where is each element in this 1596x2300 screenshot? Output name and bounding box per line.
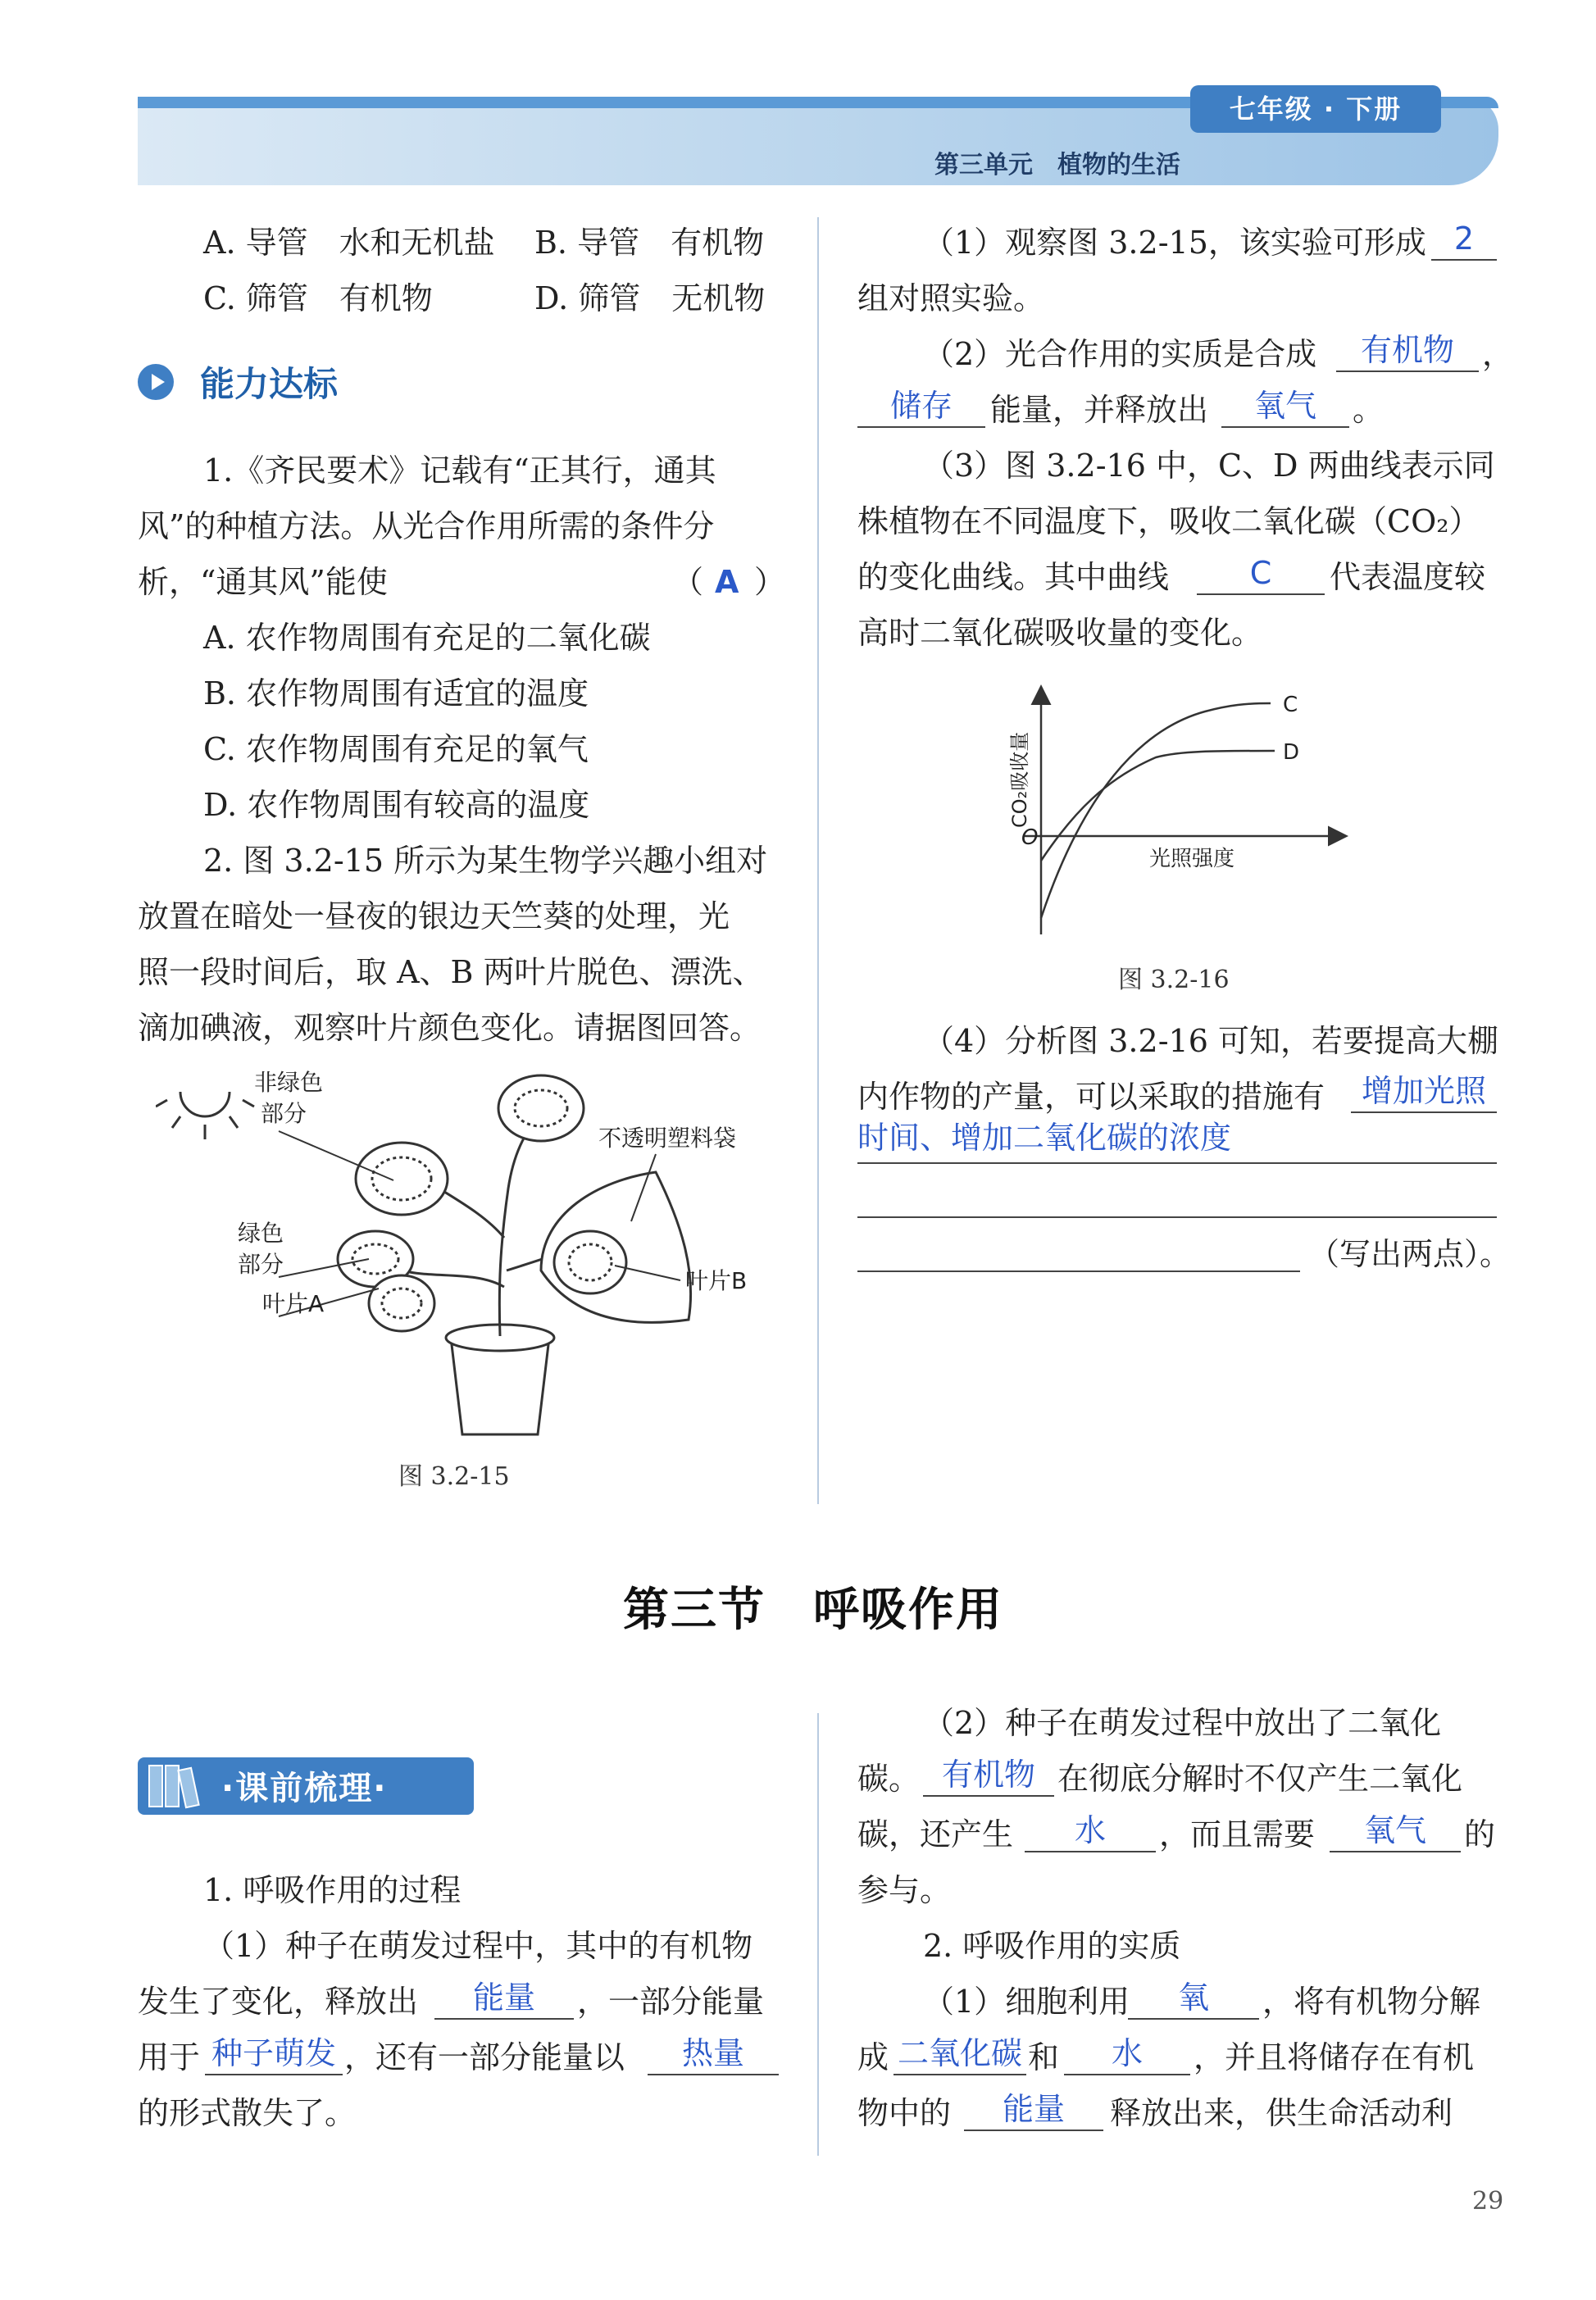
p4-line2a: 内作物的产量，可以采取的措施有: [857, 1079, 1325, 1115]
q2-line1: 2. 图 3.2-15 所示为某生物学兴趣小组对: [203, 843, 768, 879]
bl-line1: （1）种子在萌发过程中，其中的有机物: [203, 1928, 753, 1964]
br-line6b: 和: [1028, 2039, 1060, 2075]
books-icon: [146, 1761, 208, 1811]
p4-blank-line: [857, 1216, 1497, 1218]
p2-answer-1: 有机物: [1336, 330, 1479, 372]
unit-title: 第三单元 植物的生活: [934, 151, 1180, 180]
figure-3-2-16-chart: [1000, 672, 1361, 951]
p2-text-a: （2）光合作用的实质是合成: [923, 336, 1317, 372]
p3-line2: 株植物在不同温度下，吸收二氧化碳（CO₂）: [857, 503, 1480, 539]
q1-line1: 1.《齐民要术》记载有“正其行，通其: [203, 452, 716, 489]
br-answer-6: 水: [1064, 2033, 1190, 2075]
br-line1: （2）种子在萌发过程中放出了二氧化: [923, 1705, 1442, 1741]
p4-answer-2: 时间、增加二氧化碳的浓度: [857, 1113, 1497, 1164]
curve-d: [1041, 751, 1275, 861]
p2-answer-2: 储存: [857, 385, 985, 428]
br-line5a: （1）细胞利用: [923, 1984, 1130, 2020]
option-d: D. 筛管 无机物: [534, 280, 766, 316]
br-line4: 参与。: [857, 1872, 952, 1908]
label-part-1: 部分: [261, 1100, 307, 1127]
p3-line3b: 代表温度较: [1330, 559, 1486, 595]
bl-answer-2: 种子萌发: [205, 2033, 343, 2075]
bl-line2b: ，一部分能量: [577, 1984, 765, 2020]
q1-answer: A: [715, 564, 739, 600]
bl-heading: 1. 呼吸作用的过程: [203, 1872, 462, 1908]
curve-c-label: C: [1283, 693, 1298, 717]
br-line3c: 的: [1464, 1816, 1496, 1852]
br-line3a: 碳，还产生: [857, 1816, 1014, 1852]
q1-paren-close: ）: [754, 564, 786, 600]
br-answer-5: 二氧化碳: [893, 2033, 1026, 2075]
br-heading2: 2. 呼吸作用的实质: [923, 1928, 1181, 1964]
sun-icon: [156, 1092, 254, 1139]
br-line2b: 在彻底分解时不仅产生二氧化: [1057, 1761, 1463, 1797]
q1-paren-open: （: [672, 564, 704, 600]
br-line6c: ，并且将储存在有机: [1194, 2039, 1475, 2075]
label-leaf-b: 叶片B: [685, 1267, 748, 1294]
q2-line4: 滴加碘液，观察叶片颜色变化。请据图回答。: [138, 1010, 762, 1046]
pre-section-label: ·课前梳理·: [221, 1770, 388, 1807]
p1-text-b: 组对照实验。: [857, 280, 1045, 316]
p3-line3a: 的变化曲线。其中曲线: [857, 559, 1170, 595]
curve-c: [1041, 703, 1271, 918]
section-play-icon: [138, 364, 174, 400]
chapter-title: 第三节 呼吸作用: [623, 1584, 1003, 1637]
q1-option-a: A. 农作物周围有充足的二氧化碳: [203, 620, 651, 656]
bl-answer-1: 能量: [434, 1977, 574, 2020]
br-line7a: 物中的: [857, 2095, 952, 2131]
p2-comma: ，: [1482, 336, 1514, 372]
q1-option-b: B. 农作物周围有适宜的温度: [203, 675, 589, 711]
q2-line3: 照一段时间后，取 A、B 两叶片脱色、漂洗、: [138, 954, 764, 990]
column-divider: [817, 217, 819, 1504]
grade-tab: 七年级 · 下册: [1190, 85, 1441, 133]
label-green: 绿色: [238, 1220, 284, 1247]
br-line7b: 释放出来，供生命活动利: [1110, 2095, 1453, 2131]
y-axis-label: CO₂吸收量: [1008, 731, 1031, 828]
br-answer-1: 有机物: [923, 1754, 1054, 1797]
p4-end: （写出两点）。: [1308, 1236, 1512, 1272]
x-axis-label: 光照强度: [1149, 847, 1235, 871]
p3-line4: 高时二氧化碳吸收量的变化。: [857, 615, 1263, 651]
bl-line3b: ，还有一部分能量以: [344, 2039, 625, 2075]
bl-line4: 的形式散失了。: [138, 2095, 357, 2131]
figure-3-2-16-caption: 图 3.2-16: [1118, 966, 1230, 994]
p4-line1: （4）分析图 3.2-16 可知，若要提高大棚: [923, 1023, 1498, 1059]
p2-text-b: 能量，并释放出: [990, 392, 1209, 428]
label-part-2: 部分: [238, 1251, 284, 1278]
figure-3-2-15-plant: [156, 1057, 795, 1451]
br-line5b: ，将有机物分解: [1262, 1984, 1481, 2020]
br-answer-4: 氧: [1128, 1977, 1259, 2020]
br-answer-7: 能量: [964, 2089, 1103, 2131]
option-c: C. 筛管 有机物: [203, 280, 433, 316]
figure-3-2-15-caption: 图 3.2-15: [398, 1462, 510, 1491]
label-leaf-a: 叶片A: [262, 1290, 325, 1317]
p2-answer-3: 氧气: [1221, 385, 1349, 428]
p2-end: 。: [1353, 392, 1385, 428]
q1-option-d: D. 农作物周围有较高的温度: [203, 787, 590, 823]
origin-label: O: [1021, 825, 1039, 850]
q1-option-c: C. 农作物周围有充足的氧气: [203, 731, 589, 767]
p3-line1: （3）图 3.2-16 中，C、D 两曲线表示同: [923, 448, 1495, 484]
br-answer-3: 氧气: [1330, 1810, 1461, 1852]
column-divider-2: [817, 1713, 819, 2156]
bl-line2a: 发生了变化，释放出: [138, 1984, 419, 2020]
page-number: 29: [1472, 2187, 1504, 2216]
label-bag: 不透明塑料袋: [598, 1125, 737, 1152]
p4-blank-line-2: [857, 1270, 1300, 1272]
q1-line2: 风”的种植方法。从光合作用所需的条件分: [138, 508, 715, 544]
br-line6a: 成: [857, 2039, 889, 2075]
option-a: A. 导管 水和无机盐: [203, 225, 495, 261]
curve-d-label: D: [1283, 740, 1300, 765]
option-b: B. 导管 有机物: [534, 225, 765, 261]
p1-text-a: （1）观察图 3.2-15，该实验可形成: [923, 225, 1426, 261]
p3-answer: C: [1197, 552, 1325, 595]
br-line3b: ，而且需要: [1159, 1816, 1316, 1852]
p4-answer-1: 增加光照: [1351, 1070, 1497, 1113]
bl-line3a: 用于: [138, 2039, 201, 2075]
section-title: 能力达标: [200, 364, 339, 404]
p1-answer: 2: [1431, 218, 1497, 261]
bl-answer-3: 热量: [648, 2033, 779, 2075]
q2-line2: 放置在暗处一昼夜的银边天竺葵的处理，光: [138, 898, 730, 934]
q1-line3: 析，“通其风”能使: [138, 564, 388, 600]
label-nongreen: 非绿色: [254, 1069, 324, 1096]
br-answer-2: 水: [1025, 1810, 1156, 1852]
br-line2a: 碳。: [857, 1761, 921, 1797]
